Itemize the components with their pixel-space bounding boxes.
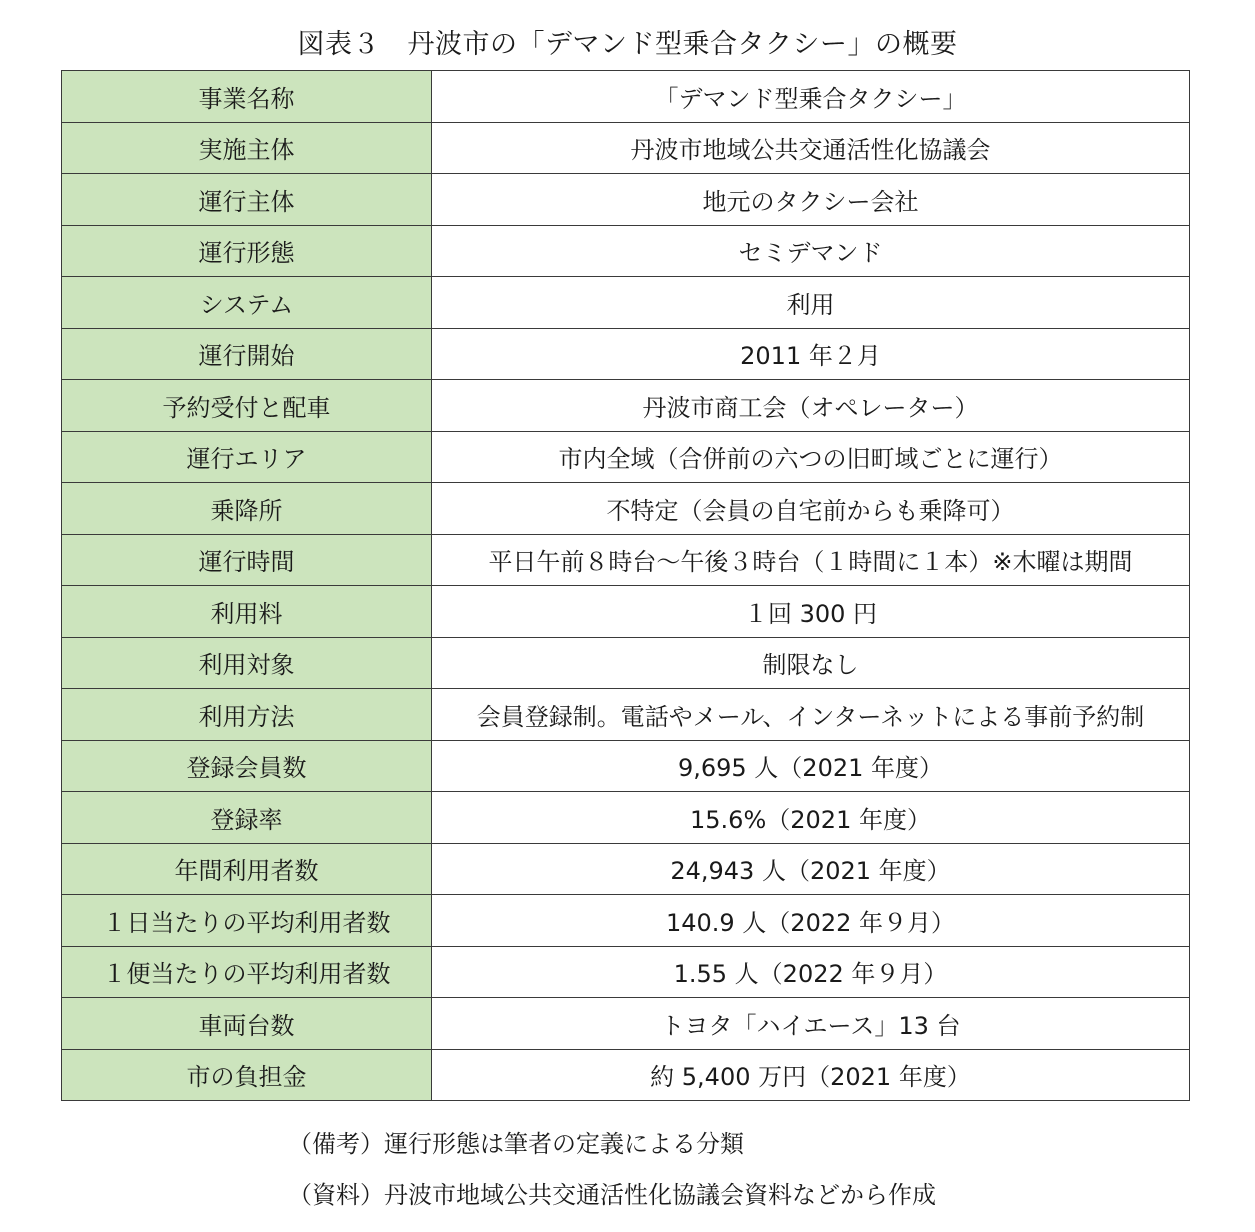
row-value: セミデマンド (432, 225, 1190, 277)
table-row (62, 483, 1190, 535)
row-label: 運行主体 (62, 174, 432, 226)
row-label: 登録会員数 (62, 740, 432, 792)
row-label: １日当たりの平均利用者数 (62, 895, 432, 947)
table-row (62, 277, 1190, 329)
row-value: 1.55 人（2022 年９月） (432, 946, 1190, 998)
row-label: 予約受付と配車 (62, 380, 432, 432)
table-row (62, 946, 1190, 998)
table-row (62, 740, 1190, 792)
row-label: 利用方法 (62, 689, 432, 741)
table-row (62, 380, 1190, 432)
table-row (62, 122, 1190, 174)
row-label: 利用料 (62, 586, 432, 638)
row-label: 登録率 (62, 792, 432, 844)
row-label: 年間利用者数 (62, 843, 432, 895)
row-value: 利用 (432, 277, 1190, 329)
overview-table-body (62, 71, 1190, 1101)
row-label: 車両台数 (62, 998, 432, 1050)
row-label: 運行開始 (62, 328, 432, 380)
row-value: 会員登録制。電話やメール、インターネットによる事前予約制 (432, 689, 1190, 741)
table-row (62, 689, 1190, 741)
row-value: 制限なし (432, 637, 1190, 689)
table-row (62, 431, 1190, 483)
row-value: 不特定（会員の自宅前からも乗降可） (432, 483, 1190, 535)
row-value: 140.9 人（2022 年９月） (432, 895, 1190, 947)
row-label: 実施主体 (62, 122, 432, 174)
table-row (62, 174, 1190, 226)
row-value: 24,943 人（2021 年度） (432, 843, 1190, 895)
table-row (62, 637, 1190, 689)
table-row (62, 895, 1190, 947)
overview-table (61, 70, 1190, 1101)
table-row (62, 586, 1190, 638)
table-row (62, 998, 1190, 1050)
row-value: トヨタ「ハイエース」13 台 (432, 998, 1190, 1050)
row-label: 事業名称 (62, 71, 432, 123)
row-label: 乗降所 (62, 483, 432, 535)
table-row (62, 225, 1190, 277)
row-label: 市の負担金 (62, 1049, 432, 1101)
row-label: 運行時間 (62, 534, 432, 586)
row-value: 約 5,400 万円（2021 年度） (432, 1049, 1190, 1101)
row-label: システム (62, 277, 432, 329)
row-value: 丹波市地域公共交通活性化協議会 (432, 122, 1190, 174)
table-row (62, 792, 1190, 844)
row-value: 丹波市商工会（オペレーター） (432, 380, 1190, 432)
row-value: 15.6%（2021 年度） (432, 792, 1190, 844)
row-value: 2011 年２月 (432, 328, 1190, 380)
source-note: （資料）丹波市地域公共交通活性化協議会資料などから作成 (288, 1181, 936, 1209)
table-row (62, 71, 1190, 123)
table-row (62, 843, 1190, 895)
row-value: 地元のタクシー会社 (432, 174, 1190, 226)
figure-title: 図表３ 丹波市の「デマンド型乗合タクシー」の概要 (297, 29, 958, 60)
table-row (62, 328, 1190, 380)
row-label: 運行形態 (62, 225, 432, 277)
row-value: 市内全域（合併前の六つの旧町域ごとに運行） (432, 431, 1190, 483)
row-value: 平日午前８時台～午後３時台（１時間に１本）※木曜は期間 (432, 534, 1190, 586)
row-value: １回 300 円 (432, 586, 1190, 638)
row-value: 「デマンド型乗合タクシー」 (432, 71, 1190, 123)
row-label: １便当たりの平均利用者数 (62, 946, 432, 998)
table-row (62, 1049, 1190, 1101)
table-row (62, 534, 1190, 586)
remarks-note: （備考）運行形態は筆者の定義による分類 (288, 1130, 744, 1158)
row-value: 9,695 人（2021 年度） (432, 740, 1190, 792)
row-label: 利用対象 (62, 637, 432, 689)
row-label: 運行エリア (62, 431, 432, 483)
